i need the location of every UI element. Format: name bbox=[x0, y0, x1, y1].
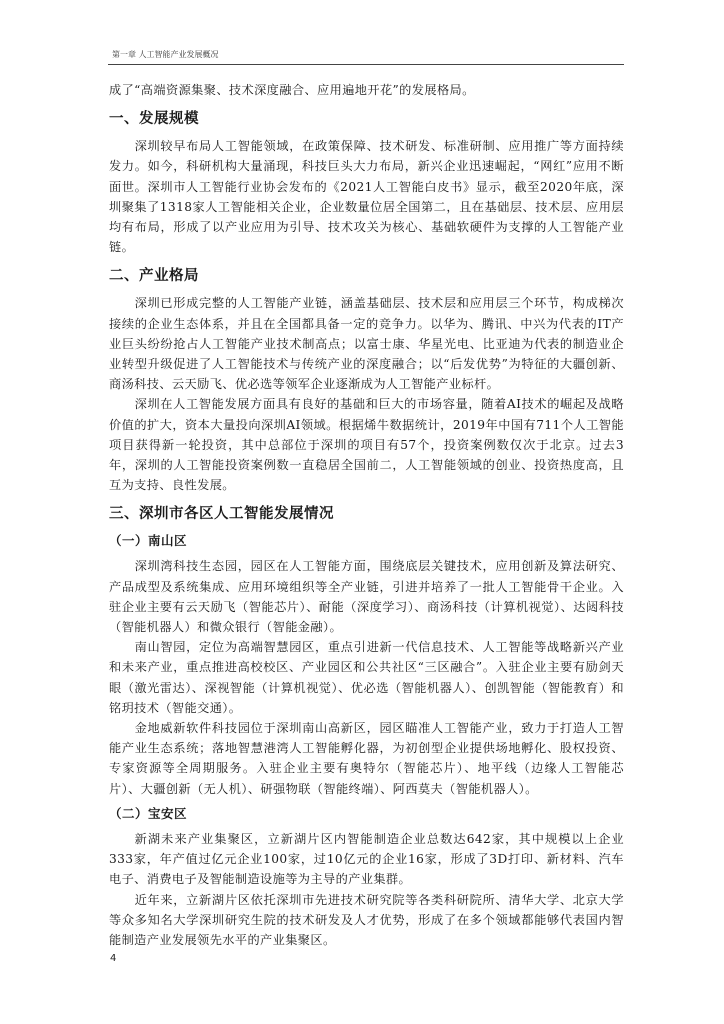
subsection-heading-baoan: （二）宝安区 bbox=[109, 805, 188, 821]
document-body bbox=[109, 80, 624, 950]
paragraph-investment: 深圳在人工智能发展方面具有良好的基础和巨大的市场容量，随着AI技术的崛起及战略价值的扩大，资本大量投向深圳AI领域。根据烯牛数据统计，2019年中国有711个人工智能项目获得新一轮投资，其中总部位于深圳的项目有57个，投资案例数仅次于北京。过去3年，深圳的人工智能投资案例数一直稳居全国前二，人工智能领域的创业、投资热度高，且互为支持、良性发展。 bbox=[109, 397, 624, 493]
running-header: 第一章 人工智能产业发展概况 bbox=[112, 50, 219, 59]
section-heading-industry-pattern: 二、产业格局 bbox=[109, 268, 199, 285]
intro-paragraph: 成了“高端资源集聚、技术深度融合、应用遍地开花”的发展格局。 bbox=[109, 83, 475, 97]
paragraph-industry-chain: 深圳已形成完整的人工智能产业链，涵盖基础层、技术层和应用层三个环节，构成梯次接续的企业生态体系，并且在全国都具备一定的竞争力。以华为、腾讯、中兴为代表的IT产业巨头纷纷抢占人工智能产业技术制高点；以富士康、华星光电、比亚迪为代表的制造业企业转型升级促进了人工智能技术与传统产业的深度融合；以“后发优势”为特征的大疆创新、商汤科技、云天励飞、优必选等领军企业逐渐成为人工智能产业标杆。 bbox=[109, 296, 624, 392]
paragraph-xinhu-research: 近年来，立新湖片区依托深圳市先进技术研究院等各类科研院所、清华大学、北京大学等众多知名大学深圳研究生院的技术研发及人才优势，形成了在多个领域都能够代表国内智能制造产业发展领先水平的产业集聚区。 bbox=[109, 892, 624, 947]
paragraph-scale: 深圳较早布局人工智能领域，在政策保障、技术研发、标准研制、应用推广等方面持续发力。如今，科研机构大量涌现，科技巨头大力布局，新兴企业迅速崛起，“网红”应用不断面世。深圳市人工智能行业协会发布的《2021人工智能白皮书》显示，截至2020年底，深圳聚集了1318家人工智能相关企业，企业数量位居全国第二，且在基础层、技术层、应用层均有布局，形成了以产业应用为引导、技术攻关为核心、基础软硬件为支撑的人工智能产业链。 bbox=[109, 139, 624, 255]
header-divider bbox=[108, 64, 624, 65]
paragraph-xinhu-cluster: 新湖未来产业集聚区，立新湖片区内智能制造企业总数达642家，其中规模以上企业333家，年产值过亿元企业100家，过10亿元的企业16家，形成了3D打印、新材料、汽车电子、消费电子及智能制造设施等为主导的产业集群。 bbox=[109, 831, 624, 887]
paragraph-nanshan-smart-park: 南山智园，定位为高端智慧园区，重点引进新一代信息技术、人工智能等战略新兴产业和未来产业，重点推进高校校区、产业园区和公共社区“三区融合”。入驻企业主要有励剑天眼（激光雷达）、深视智能（计算机视觉）、优必选（智能机器人）、创凯智能（智能教育）和铭玥技术（智能交通）。 bbox=[109, 640, 624, 715]
page-number: 4 bbox=[110, 953, 117, 964]
paragraph-shenzhen-bay-park: 深圳湾科技生态园，园区在人工智能方面，围绕底层关键技术，应用创新及算法研究、产品成型及系统集成、应用环境组织等全产业链，引进并培养了一批人工智能骨干企业。入驻企业主要有云天励飞（智能芯片）、耐能（深度学习）、商汤科技（计算机视觉）、达闼科技（智能机器人）和微众银行（智能金融）。 bbox=[109, 559, 624, 635]
section-heading-districts: 三、深圳市各区人工智能发展情况 bbox=[109, 506, 334, 523]
paragraph-gemdale-park: 金地威新软件科技园位于深圳南山高新区，园区瞄准人工智能产业，致力于打造人工智能产业生态系统；落地智慧港湾人工智能孵化器，为初创型企业提供场地孵化、股权投资、专家资源等全周期服务。入驻企业主要有奥特尔（智能芯片）、地平线（边缘人工智能芯片）、大疆创新（无人机）、研强物联（智能终端）、阿西莫夫（智能机器人）。 bbox=[109, 721, 624, 796]
subsection-heading-nanshan: （一）南山区 bbox=[109, 533, 188, 549]
section-heading-scale: 一、发展规模 bbox=[109, 111, 199, 128]
